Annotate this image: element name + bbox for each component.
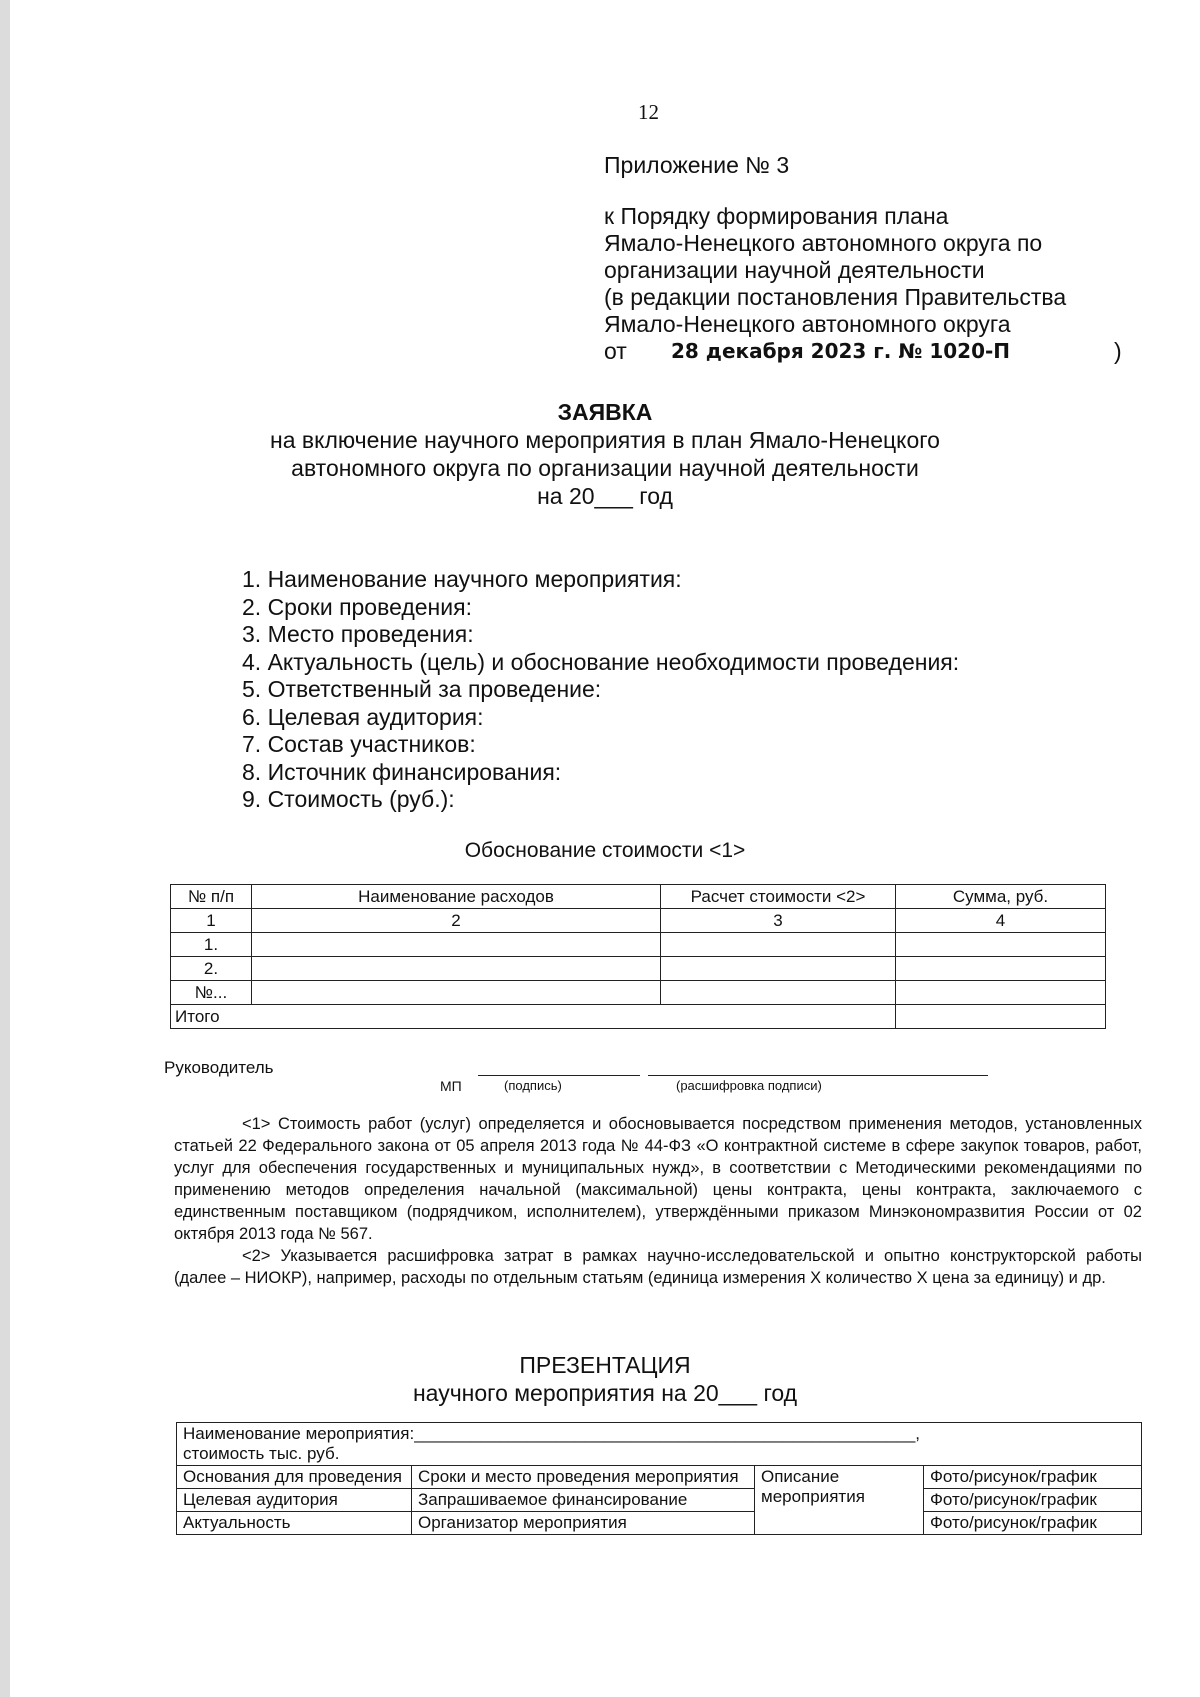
table-cell (896, 1005, 1106, 1029)
table-cell: Фото/рисунок/график (924, 1466, 1142, 1489)
table-cell: 3 (661, 909, 896, 933)
decree-close-paren: ) (1114, 338, 1122, 364)
decree-ot: от (604, 338, 627, 364)
table-row (171, 981, 1106, 1005)
list-item: 6. Целевая аудитория: (242, 703, 484, 730)
table-cell: Фото/рисунок/график (924, 1512, 1142, 1535)
event-name-line: Наименование мероприятия:_____________________________________________________, (183, 1424, 921, 1443)
application-subtitle: автономного округа по организации научной деятельности (291, 455, 919, 481)
list-item: 7. Состав участников: (242, 731, 476, 757)
table-cell: 1. (171, 933, 252, 957)
application-subtitle: на 20___ год (537, 483, 673, 509)
table-cell: Основания для проведения (177, 1466, 412, 1489)
appendix-line: Ямало-Ненецкого автономного округа по (604, 230, 1043, 256)
table-row (177, 1466, 1142, 1489)
footnote: <2> Указывается расшифровка затрат в рамках научно-исследовательской и опытно конструкторской работы (далее – НИОКР), например, расходы по отдельным статьям (единица измерения Х количество Х цена за единицу) и др. (174, 1247, 1142, 1287)
list-item: 8. Источник финансирования: (242, 758, 562, 785)
table-header-cell: № п/п (171, 885, 252, 909)
table-header-cell: Наименование расходов (252, 885, 661, 909)
list-item: 4. Актуальность (цель) и обоснование необходимости проведения: (242, 648, 960, 675)
table-cell: 4 (896, 909, 1106, 933)
table-total-label: Итого (171, 1005, 896, 1029)
table-cell (661, 981, 896, 1005)
table-cell: Фото/рисунок/график (924, 1489, 1142, 1512)
table-row (177, 1489, 1142, 1512)
table-cell (177, 1423, 1142, 1466)
table-cell: 1 (171, 909, 252, 933)
list-item: 3. Место проведения: (242, 621, 474, 647)
presentation-heading: ПРЕЗЕНТАЦИЯ (519, 1352, 691, 1378)
scan-margin (0, 0, 10, 1697)
table-row (177, 1423, 1142, 1466)
table-header-cell: Расчет стоимости <2> (661, 885, 896, 909)
table-cell: Запрашиваемое финансирование (412, 1489, 755, 1512)
appendix-block (604, 152, 1122, 365)
signature-block (10, 1058, 1200, 1108)
appendix-line: организации научной деятельности (604, 257, 985, 283)
cost-table-title: Обоснование стоимости <1> (464, 839, 746, 862)
table-cell: Организатор мероприятия (412, 1512, 755, 1535)
signature-caption: (подпись) (504, 1078, 562, 1093)
appendix-title: Приложение № 3 (604, 152, 790, 178)
table-cell (661, 933, 896, 957)
table-row (171, 957, 1106, 981)
table-cell (252, 933, 661, 957)
table-cell: Целевая аудитория (177, 1489, 412, 1512)
seal-place: МП (440, 1078, 462, 1094)
table-cell (252, 981, 661, 1005)
table-cell: Актуальность (177, 1512, 412, 1535)
list-item: 2. Сроки проведения: (242, 593, 472, 620)
table-row (171, 909, 1106, 933)
event-cost-line: стоимость тыс. руб. (183, 1444, 340, 1463)
table-header-row (171, 885, 1106, 909)
application-heading: ЗАЯВКА (557, 399, 653, 425)
decree-line (604, 338, 1122, 365)
table-cell (896, 957, 1106, 981)
application-subtitle: на включение научного мероприятия в план Ямало-Ненецкого (270, 427, 940, 453)
table-cell: 2 (252, 909, 661, 933)
table-cell (252, 957, 661, 981)
signature-head: Руководитель (164, 1058, 274, 1077)
page-number: 12 (638, 100, 659, 124)
table-cell: №... (171, 981, 252, 1005)
table-cell: Описание мероприятия (755, 1466, 924, 1535)
cost-table (170, 884, 1106, 1029)
table-header-cell: Сумма, руб. (896, 885, 1106, 909)
appendix-line: Ямало-Ненецкого автономного округа (604, 311, 1011, 337)
presentation-heading-block (10, 1351, 1200, 1407)
appendix-line: (в редакции постановления Правительства (604, 284, 1067, 310)
table-total-row (171, 1005, 1106, 1029)
presentation-subtitle: научного мероприятия на 20___ год (412, 1380, 798, 1406)
list-item: 1. Наименование научного мероприятия: (242, 566, 682, 592)
table-cell (661, 957, 896, 981)
table-cell: Сроки и место проведения мероприятия (412, 1466, 755, 1489)
table-row (177, 1512, 1142, 1535)
footnotes (174, 1113, 1142, 1289)
application-heading-block (10, 398, 1200, 510)
signature-line (478, 1075, 640, 1076)
document-page (10, 0, 1200, 1697)
table-row (171, 933, 1106, 957)
application-items-list (242, 566, 959, 814)
appendix-line: к Порядку формирования плана (604, 203, 949, 229)
list-item: 9. Стоимость (руб.): (242, 786, 455, 812)
table-cell (896, 933, 1106, 957)
table-cell (896, 981, 1106, 1005)
decode-caption: (расшифровка подписи) (676, 1078, 822, 1093)
list-item: 5. Ответственный за проведение: (242, 676, 602, 702)
table-cell: 2. (171, 957, 252, 981)
decree-number: 28 декабря 2023 г. № 1020-П (671, 339, 1011, 363)
decode-line (648, 1075, 988, 1076)
presentation-table (176, 1422, 1142, 1535)
footnote: <1> Стоимость работ (услуг) определяется и обосновывается посредством применения методов, установленных статьей 22 Федерального закона от 05 апреля 2013 года № 44-ФЗ «О контрактной системе в сфере закупок товаров, работ, услуг для обеспечения государственных и муниципальных нужд», в соответствии с Методическими рекомендациями по применению методов определения начальной (максимальной) цены контракта, цены контракта, заключаемого с единственным поставщиком (подрядчиком, исполнителем), утверждёнными приказом Минэкономразвития России от 02 октября 2013 года № 567. (174, 1115, 1142, 1243)
